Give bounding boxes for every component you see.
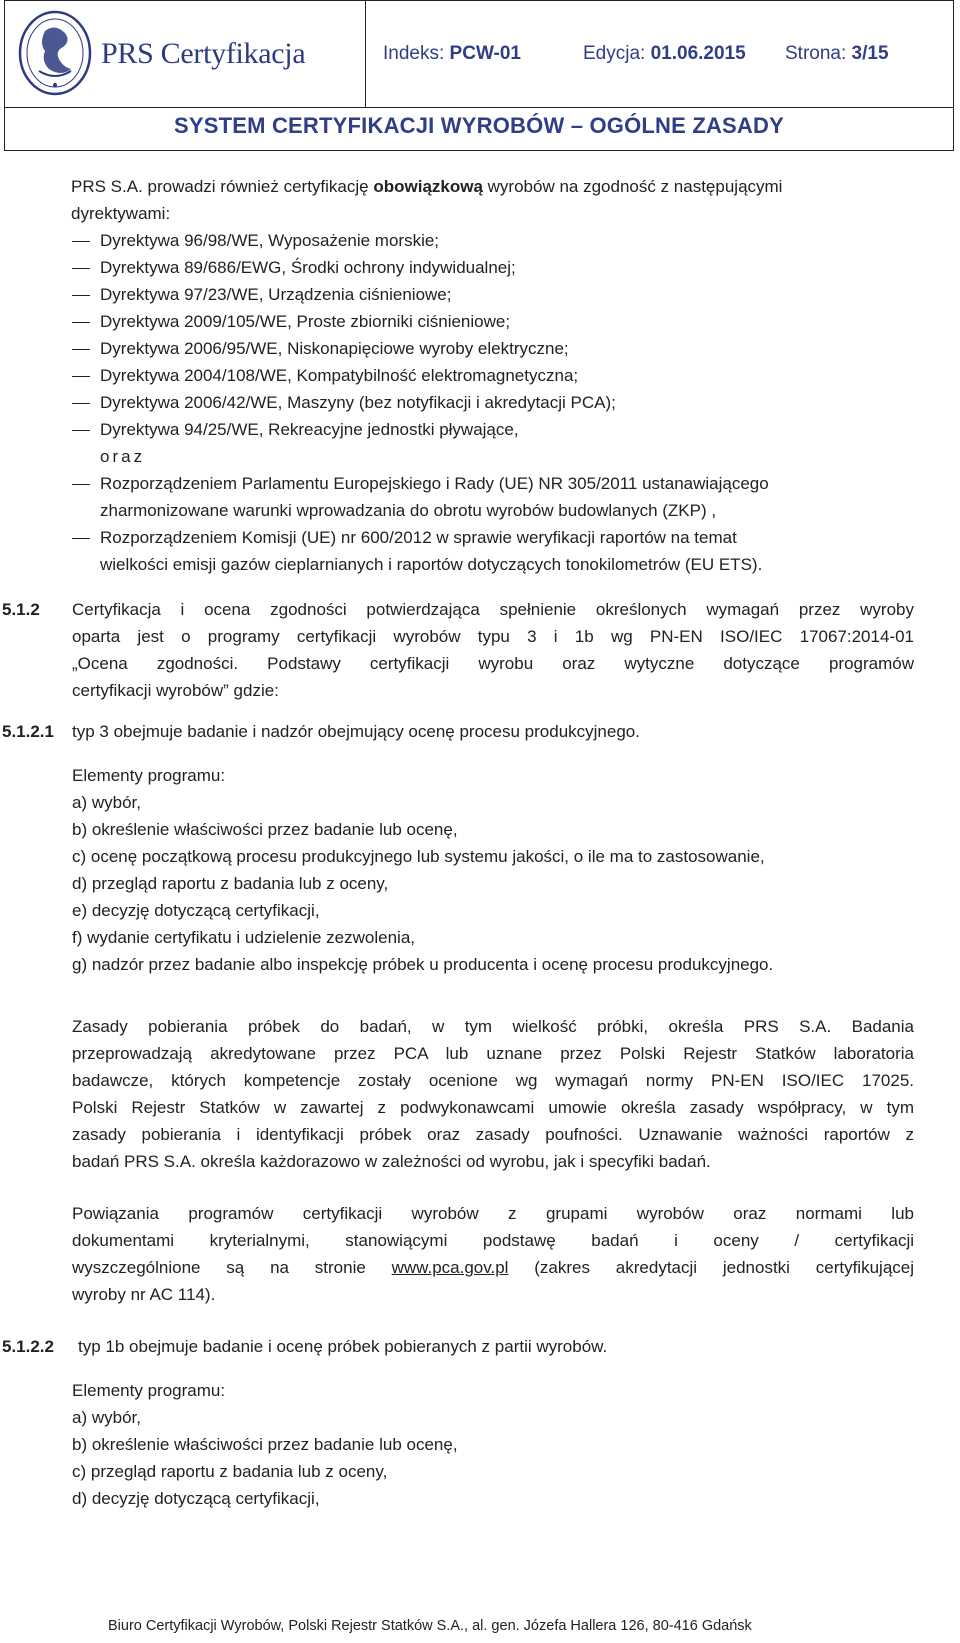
- section-5-1-2-line: „Ocena zgodności. Podstawy certyfikacji wyrobu oraz wytyczne dotyczące programów: [72, 654, 914, 673]
- intro-line-2: dyrektywami:: [71, 204, 171, 223]
- dash-bullet: [72, 538, 90, 539]
- program-element: c) ocenę początkową procesu produkcyjnego lub systemu jakości, o ile ma to zastosowanie,: [72, 847, 765, 866]
- directive-item: Dyrektywa 94/25/WE, Rekreacyjne jednostki pływające,: [100, 420, 519, 439]
- links-para-line: Powiązania programów certyfikacji wyrobów z grupami wyrobów oraz normami lub: [72, 1204, 914, 1223]
- program-element: c) przegląd raportu z badania lub z oceny,: [72, 1462, 388, 1481]
- directive-item: Dyrektywa 2006/95/WE, Niskonapięciowe wyroby elektryczne;: [100, 339, 569, 358]
- document-title: SYSTEM CERTYFIKACJI WYROBÓW – OGÓLNE ZASADY: [174, 113, 784, 138]
- dash-bullet: [72, 322, 90, 323]
- program-element: d) przegląd raportu z badania lub z oceny,: [72, 874, 389, 893]
- edition-label: Edycja:: [583, 43, 651, 64]
- header-meta-cell: [365, 1, 953, 107]
- sampling-line: Zasady pobierania próbek do badań, w tym wielkość próbki, określa PRS S.A. Badania: [72, 1017, 914, 1036]
- pca-website-link[interactable]: www.pca.gov.pl: [391, 1258, 509, 1277]
- section-number-5-1-2: 5.1.2: [2, 600, 40, 619]
- program-element: f) wydanie certyfikatu i udzielenie zezwolenia,: [72, 928, 416, 947]
- page-label: Strona:: [785, 43, 852, 64]
- oraz-word: oraz: [100, 447, 146, 466]
- section-5-1-2-line: Certyfikacja i ocena zgodności potwierdzająca spełnienie określonych wymagań przez wyroby: [72, 600, 914, 619]
- section-number-5-1-2-2: 5.1.2.2: [2, 1337, 54, 1356]
- directive-item: Dyrektywa 97/23/WE, Urządzenia ciśnieniowe;: [100, 285, 452, 304]
- directive-item: Dyrektywa 96/98/WE, Wyposażenie morskie;: [100, 231, 440, 250]
- program-element: d) decyzję dotyczącą certyfikacji,: [72, 1489, 320, 1508]
- section-number-5-1-2-1: 5.1.2.1: [2, 722, 54, 741]
- program-element: g) nadzór przez badanie albo inspekcję próbek u producenta i ocenę procesu produkcyjnego.: [72, 955, 774, 974]
- directive-item: Dyrektywa 2004/108/WE, Kompatybilność elektromagnetyczna;: [100, 366, 579, 385]
- sampling-line: przeprowadzają akredytowane przez PCA lub uznane przez Polski Rejestr Statków laboratoria: [72, 1044, 914, 1063]
- directive-item: Dyrektywa 2009/105/WE, Proste zbiorniki ciśnieniowe;: [100, 312, 511, 331]
- edition-value: 01.06.2015: [650, 43, 746, 64]
- index-value: PCW-01: [449, 43, 521, 64]
- header-logo-cell: [5, 1, 366, 107]
- page-value: 3/15: [851, 43, 889, 64]
- program-element: a) wybór,: [72, 793, 141, 812]
- index-label: Indeks:: [383, 43, 450, 64]
- dash-bullet: [72, 241, 90, 242]
- regulation-line: Rozporządzeniem Parlamentu Europejskiego i Rady (UE) NR 305/2011 ustanawiającego: [100, 474, 769, 493]
- regulation-line: Rozporządzeniem Komisji (UE) nr 600/2012 w sprawie weryfikacji raportów na temat: [100, 528, 737, 547]
- sampling-line: Polski Rejestr Statków w zawartej z podwykonawcami umowie określa zasady współpracy, w tym: [72, 1098, 914, 1117]
- page-field: [785, 43, 889, 65]
- sampling-line: badawcze, których kompetencje zostały ocenione wg wymagań normy PN-EN ISO/IEC 17025.: [72, 1071, 914, 1090]
- dash-bullet: [72, 376, 90, 377]
- sampling-line: zasady pobierania i identyfikacji próbek oraz zasady poufności. Uznawanie ważności raportów z: [72, 1125, 914, 1144]
- dash-bullet: [72, 268, 90, 269]
- section-5-1-2-2-text: typ 1b obejmuje badanie i ocenę próbek pobieranych z partii wyrobów.: [78, 1337, 608, 1356]
- document-header: [4, 0, 954, 151]
- links-para-line: wyroby nr AC 114).: [72, 1285, 216, 1304]
- dash-bullet: [72, 484, 90, 485]
- regulation-line: zharmonizowane warunki wprowadzania do obrotu wyrobów budowlanych (ZKP) ,: [100, 501, 717, 520]
- section-5-1-2-line: oparta jest o programy certyfikacji wyrobów typu 3 i 1b wg PN-EN ISO/IEC 17067:2014-01: [72, 627, 914, 646]
- links-para-line: wyszczególnione są na stronie www.pca.gov.pl (zakres akredytacji jednostki certyfikującej: [72, 1258, 915, 1277]
- section-5-1-2-line: certyfikacji wyrobów” gdzie:: [72, 681, 279, 700]
- program-element: a) wybór,: [72, 1408, 141, 1427]
- regulation-line: wielkości emisji gazów cieplarnianych i raportów dotyczących tonokilometrów (EU ETS).: [100, 555, 763, 574]
- links-para-line: dokumentami kryterialnymi, stanowiącymi podstawę badań i oceny / certyfikacji: [72, 1231, 914, 1250]
- program-element: b) określenie właściwości przez badanie lub ocenę,: [72, 820, 458, 839]
- index-field: [383, 43, 521, 65]
- directive-item: Dyrektywa 2006/42/WE, Maszyny (bez notyfikacji i akredytacji PCA);: [100, 393, 616, 412]
- directive-item: Dyrektywa 89/686/EWG, Środki ochrony indywidualnej;: [100, 258, 516, 277]
- program-element: e) decyzję dotyczącą certyfikacji,: [72, 901, 320, 920]
- program-element: b) określenie właściwości przez badanie lub ocenę,: [72, 1435, 458, 1454]
- prs-seal-logo: [17, 9, 93, 97]
- dash-bullet: [72, 430, 90, 431]
- elements-label: Elementy programu:: [72, 1381, 226, 1400]
- sampling-line: badań PRS S.A. określa każdorazowo w zależności od wyrobu, jak i specyfiki badań.: [72, 1152, 711, 1171]
- header-top-row: [5, 1, 953, 108]
- page-footer: Biuro Certyfikacji Wyrobów, Polski Rejestr Statków S.A., al. gen. Józefa Hallera 126, 80-416 Gdańsk: [108, 1618, 752, 1634]
- elements-label: Elementy programu:: [72, 766, 226, 785]
- brand-name: PRS Certyfikacja: [101, 37, 306, 70]
- section-5-1-2-1-text: typ 3 obejmuje badanie i nadzór obejmujący ocenę procesu produkcyjnego.: [72, 722, 640, 741]
- dash-bullet: [72, 403, 90, 404]
- dash-bullet: [72, 295, 90, 296]
- edition-field: [583, 43, 746, 65]
- intro-line-1: PRS S.A. prowadzi również certyfikację obowiązkową wyrobów na zgodność z następującymi: [71, 177, 783, 196]
- dash-bullet: [72, 349, 90, 350]
